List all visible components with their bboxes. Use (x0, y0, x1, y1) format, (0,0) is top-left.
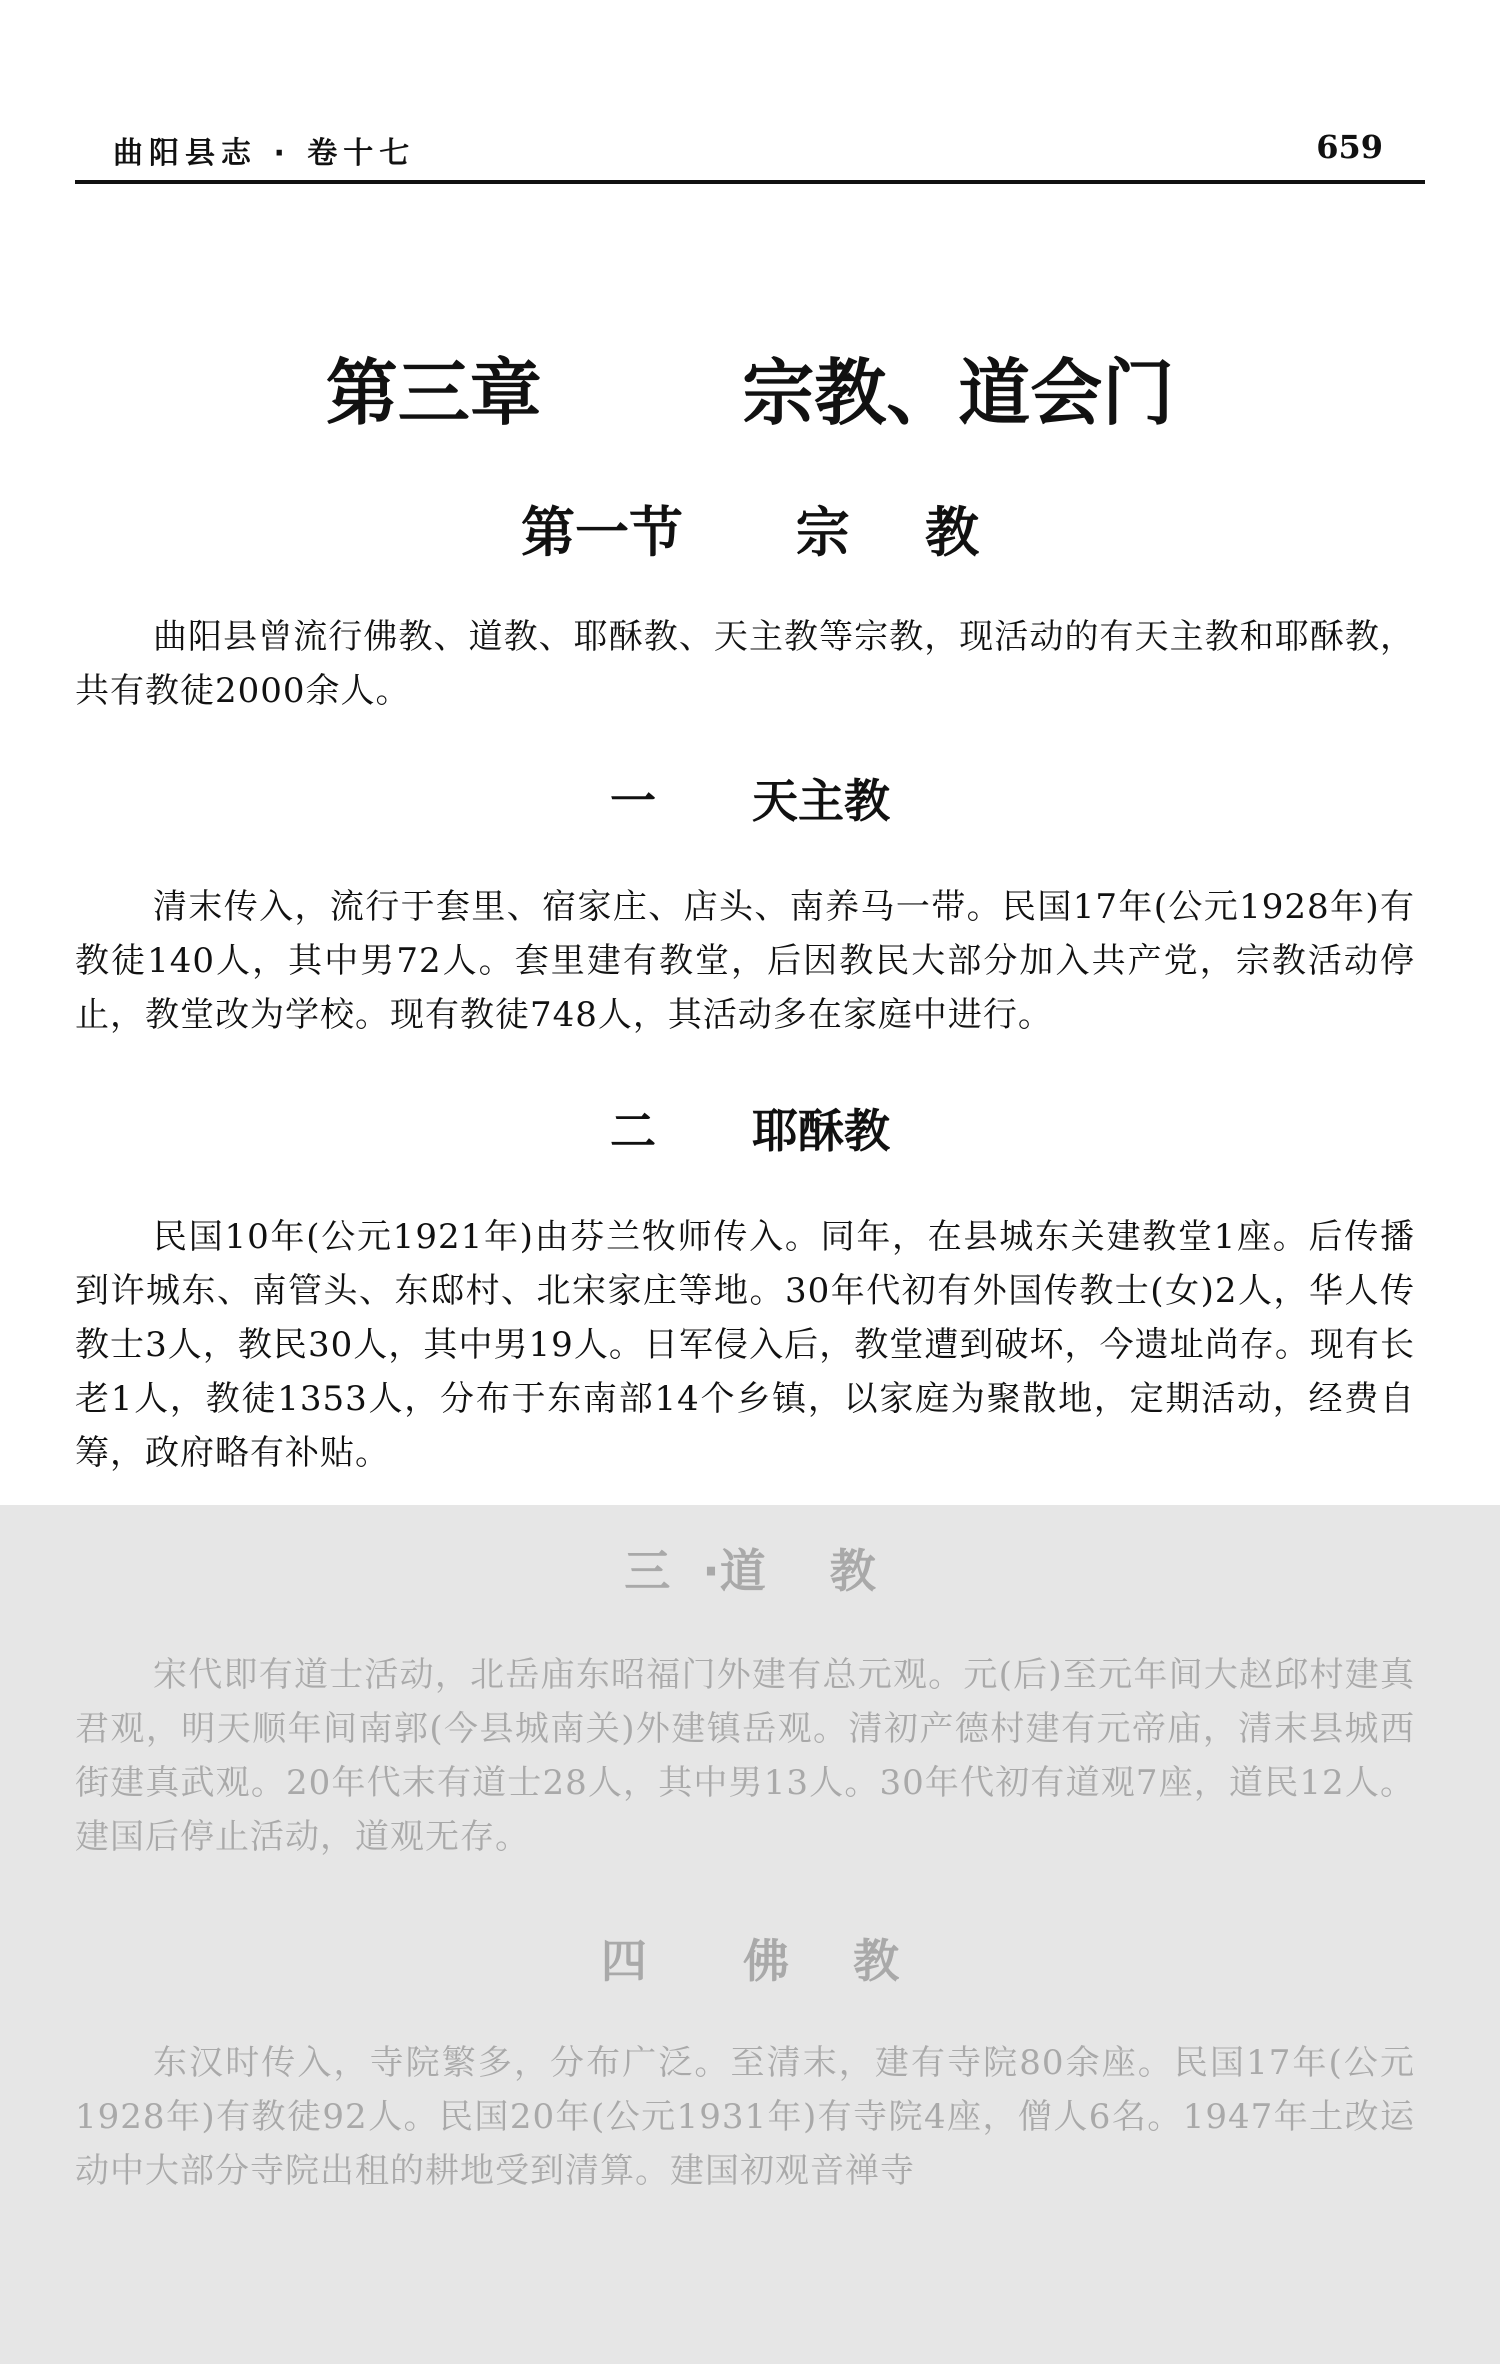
section-title: 第一节 宗 教 (521, 501, 979, 564)
heading-taoism: 三 ·道 教 (624, 1544, 876, 1598)
chapter-title: 第三章 宗教、道会门 (325, 351, 1175, 435)
paragraph-buddhism: 东汉时传入，寺院繁多，分布广泛。至清末，建有寺院80余座。民国17年(公元1928年)有教徒92人。民国20年(公元1931年)有寺院4座，僧人6名。1947年土改运动中大部分寺院出租的耕地受到清算。建国初观音禅寺 (75, 2043, 1415, 2191)
heading-protestantism: 二 耶酥教 (609, 1104, 891, 1158)
paragraph-protestantism: 民国10年(公元1921年)由芬兰牧师传入。同年，在县城东关建教堂1座。后传播到许城东、南管头、东邸村、北宋家庄等地。30年代初有外国传教士(女)2人，华人传教士3人，教民30人，其中男19人。日军侵入后，教堂遭到破坏，今遗址尚存。现有长老1人，教徒1353人，分布于东南部14个乡镇，以家庭为聚散地，定期活动，经费自筹，政府略有补贴。 (75, 1217, 1415, 1473)
paragraph-taoism: 宋代即有道士活动，北岳庙东昭福门外建有总元观。元(后)至元年间大赵邱村建真君观，明天顺年间南郭(今县城南关)外建镇岳观。清初产德村建有元帝庙，清末县城西街建真武观。20年代末有道士28人，其中男13人。30年代初有道观7座，道民12人。建国后停止活动，道观无存。 (75, 1655, 1415, 1857)
heading-buddhism: 四 佛 教 (600, 1934, 900, 1988)
running-header-title: 曲阳县志 · 卷十七 (113, 136, 416, 171)
heading-catholicism: 一 天主教 (609, 774, 891, 828)
page-number: 659 (1316, 128, 1383, 166)
paragraph-catholicism: 清末传入，流行于套里、宿家庄、店头、南养马一带。民国17年(公元1928年)有教徒140人，其中男72人。套里建有教堂，后因教民大部分加入共产党，宗教活动停止，教堂改为学校。现有教徒748人，其活动多在家庭中进行。 (75, 887, 1415, 1035)
header-rule (75, 180, 1425, 184)
running-header (75, 128, 1425, 172)
intro-paragraph: 曲阳县曾流行佛教、道教、耶酥教、天主教等宗教，现活动的有天主教和耶酥教，共有教徒2000余人。 (75, 617, 1415, 711)
